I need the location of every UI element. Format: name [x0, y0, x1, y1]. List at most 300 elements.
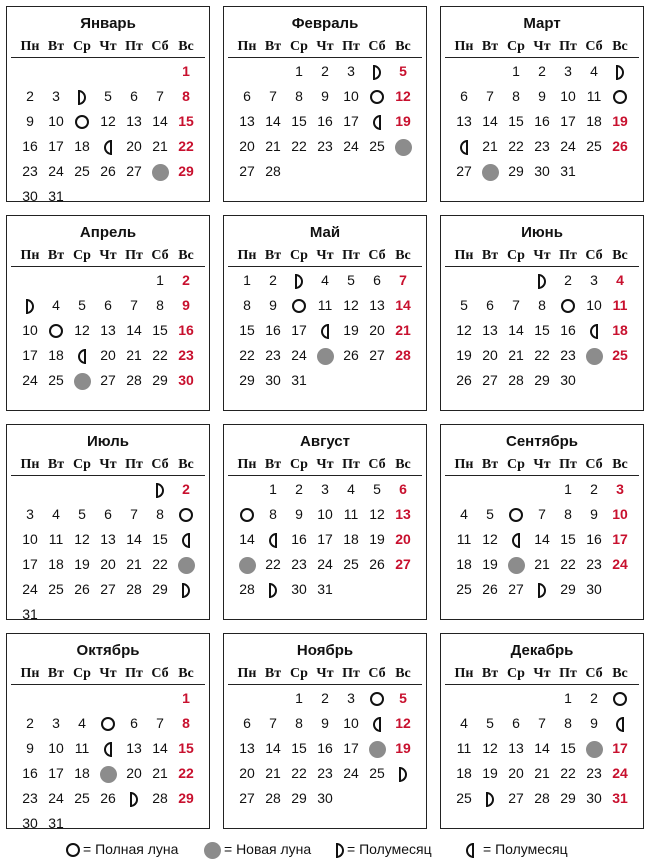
moon-phase-day [312, 343, 338, 367]
first-quarter-moon-icon [486, 792, 494, 807]
day-date: 9 [26, 740, 34, 756]
day-date: 30 [22, 188, 38, 204]
weekday-label: Вт [47, 248, 65, 263]
day-date: 1 [295, 690, 303, 706]
weekday-label: Чт [99, 248, 117, 263]
weekday-label: Вс [612, 666, 628, 681]
day-date: 1 [512, 63, 520, 79]
sunday-date: 8 [182, 88, 190, 104]
sunday-date: 7 [399, 272, 407, 288]
day-date: 26 [482, 581, 498, 597]
last-quarter-moon-icon [460, 140, 468, 155]
full-moon-icon [561, 299, 575, 313]
weekday-label: Вт [47, 666, 65, 681]
day-date: 28 [152, 790, 168, 806]
day-date: 7 [538, 506, 546, 522]
moon-phase-day [477, 786, 503, 810]
day-date: 31 [317, 581, 333, 597]
day-date: 14 [534, 531, 550, 547]
sunday-date: 21 [395, 322, 411, 338]
day-date: 3 [52, 88, 60, 104]
weekday-header [228, 37, 422, 58]
day-date: 9 [26, 113, 34, 129]
last-quarter-moon-icon [373, 717, 381, 732]
weekday-header [11, 246, 205, 267]
day-date: 16 [317, 740, 333, 756]
day-date: 5 [78, 506, 86, 522]
day-date: 18 [343, 531, 359, 547]
day-date: 3 [564, 63, 572, 79]
weekday-label: Ср [290, 666, 308, 681]
sunday-date: 15 [178, 113, 194, 129]
day-date: 23 [22, 163, 38, 179]
day-date: 8 [564, 715, 572, 731]
day-date: 22 [534, 347, 550, 363]
new-moon-icon [317, 348, 334, 365]
day-date: 2 [590, 690, 598, 706]
day-date: 12 [100, 113, 116, 129]
day-date: 20 [100, 347, 116, 363]
day-date: 6 [460, 88, 468, 104]
day-date: 5 [486, 715, 494, 731]
new-moon-icon [100, 766, 117, 783]
day-date: 10 [317, 506, 333, 522]
day-date: 6 [486, 297, 494, 313]
new-moon-icon [395, 139, 412, 156]
day-date: 26 [343, 347, 359, 363]
moon-phase-day [260, 527, 286, 551]
day-date: 13 [482, 322, 498, 338]
day-date: 21 [152, 138, 168, 154]
day-date: 17 [48, 138, 64, 154]
moon-phase-day [69, 343, 95, 367]
day-date: 15 [560, 531, 576, 547]
day-date: 24 [343, 138, 359, 154]
full-moon-icon [509, 508, 523, 522]
day-date: 12 [74, 322, 90, 338]
full-moon-icon [179, 508, 193, 522]
day-date: 18 [48, 347, 64, 363]
day-date: 14 [126, 322, 142, 338]
weekday-label: Ср [290, 248, 308, 263]
day-date: 15 [534, 322, 550, 338]
day-date: 4 [590, 63, 598, 79]
day-date: 21 [534, 765, 550, 781]
full-moon-icon [613, 90, 627, 104]
day-date: 21 [126, 556, 142, 572]
day-date: 14 [152, 740, 168, 756]
sunday-date: 3 [616, 481, 624, 497]
day-date: 23 [291, 556, 307, 572]
month-title: Сентябрь [506, 433, 578, 450]
weekday-label: Чт [99, 666, 117, 681]
day-date: 9 [590, 715, 598, 731]
weekday-header [11, 664, 205, 685]
day-date: 20 [239, 138, 255, 154]
day-date: 10 [586, 297, 602, 313]
sunday-date: 17 [612, 531, 628, 547]
sunday-date: 30 [178, 372, 194, 388]
day-date: 2 [26, 88, 34, 104]
day-date: 15 [152, 322, 168, 338]
new-moon-icon [204, 842, 221, 859]
day-date: 16 [560, 322, 576, 338]
day-date: 3 [590, 272, 598, 288]
day-date: 15 [508, 113, 524, 129]
weekday-label: Чт [99, 39, 117, 54]
day-date: 13 [239, 740, 255, 756]
day-date: 16 [586, 531, 602, 547]
sunday-date: 24 [612, 765, 628, 781]
sunday-date: 22 [178, 138, 194, 154]
weekday-label: Пн [237, 457, 257, 472]
weekday-label: Сб [151, 39, 169, 54]
month-6 [440, 215, 644, 411]
full-moon-icon [75, 115, 89, 129]
day-date: 2 [295, 481, 303, 497]
full-moon-icon [66, 843, 80, 857]
moon-phase-day [364, 84, 390, 108]
sunday-date: 26 [612, 138, 628, 154]
last-quarter-moon-icon [373, 115, 381, 130]
moon-phase-day [69, 368, 95, 392]
weekday-label: Вт [481, 248, 499, 263]
weekday-label: Ср [73, 248, 91, 263]
day-date: 22 [291, 138, 307, 154]
day-date: 19 [456, 347, 472, 363]
moon-phase-day [607, 686, 633, 710]
moon-phase-day [95, 736, 121, 760]
weekday-label: Пт [342, 39, 360, 54]
new-moon-icon [178, 557, 195, 574]
day-date: 9 [321, 88, 329, 104]
day-date: 8 [156, 297, 164, 313]
day-date: 18 [456, 556, 472, 572]
day-date: 20 [126, 138, 142, 154]
day-date: 10 [22, 322, 38, 338]
day-date: 14 [239, 531, 255, 547]
day-date: 21 [265, 765, 281, 781]
moon-phase-day [503, 552, 529, 576]
moon-phase-day [69, 109, 95, 133]
day-date: 20 [369, 322, 385, 338]
moon-phase-day [234, 552, 260, 576]
day-date: 23 [22, 790, 38, 806]
day-date: 19 [482, 556, 498, 572]
weekday-label: Вт [481, 666, 499, 681]
month-1 [6, 6, 210, 202]
day-date: 22 [265, 556, 281, 572]
month-title: Декабрь [510, 642, 574, 659]
last-quarter-moon-icon [182, 533, 190, 548]
month-3 [440, 6, 644, 202]
day-date: 7 [269, 88, 277, 104]
day-date: 25 [48, 372, 64, 388]
day-date: 1 [564, 690, 572, 706]
weekday-label: Чт [316, 248, 334, 263]
sunday-date: 12 [395, 715, 411, 731]
day-date: 24 [48, 163, 64, 179]
day-date: 29 [239, 372, 255, 388]
sunday-date: 31 [612, 790, 628, 806]
day-date: 26 [74, 581, 90, 597]
day-date: 26 [456, 372, 472, 388]
moon-phase-day [529, 268, 555, 292]
day-date: 14 [508, 322, 524, 338]
day-date: 2 [590, 481, 598, 497]
last-quarter-moon-icon [590, 324, 598, 339]
legend-last-quarter [466, 838, 568, 860]
full-moon-icon [370, 90, 384, 104]
day-date: 16 [22, 138, 38, 154]
day-date: 14 [534, 740, 550, 756]
legend-full-label: = Полная луна [83, 841, 179, 857]
day-date: 4 [460, 715, 468, 731]
day-date: 27 [508, 790, 524, 806]
day-date: 25 [369, 765, 385, 781]
day-date: 18 [586, 113, 602, 129]
full-moon-icon [101, 717, 115, 731]
day-date: 17 [291, 322, 307, 338]
day-date: 6 [104, 506, 112, 522]
weekday-label: Ср [507, 457, 525, 472]
day-date: 21 [126, 347, 142, 363]
day-date: 29 [291, 790, 307, 806]
month-8 [223, 424, 427, 620]
month-7 [6, 424, 210, 620]
day-date: 1 [295, 63, 303, 79]
day-date: 1 [156, 272, 164, 288]
day-date: 30 [291, 581, 307, 597]
first-quarter-moon-icon [295, 274, 303, 289]
day-date: 21 [534, 556, 550, 572]
weekday-label: Пн [454, 39, 474, 54]
last-quarter-moon-icon [269, 533, 277, 548]
day-date: 15 [152, 531, 168, 547]
day-date: 16 [22, 765, 38, 781]
day-date: 28 [126, 581, 142, 597]
day-date: 22 [560, 765, 576, 781]
moon-phase-day [607, 84, 633, 108]
sunday-date: 25 [612, 347, 628, 363]
weekday-label: Вс [395, 248, 411, 263]
sunday-date: 28 [395, 347, 411, 363]
day-date: 12 [343, 297, 359, 313]
full-moon-icon [292, 299, 306, 313]
day-date: 23 [586, 765, 602, 781]
day-date: 5 [347, 272, 355, 288]
day-date: 11 [317, 297, 333, 313]
first-quarter-moon-icon [182, 583, 190, 598]
day-date: 30 [265, 372, 281, 388]
day-date: 25 [456, 581, 472, 597]
weekday-label: Пн [454, 457, 474, 472]
moon-phase-day [503, 527, 529, 551]
moon-phase-day [121, 786, 147, 810]
sunday-date: 1 [182, 63, 190, 79]
weekday-label: Чт [316, 666, 334, 681]
day-date: 3 [347, 63, 355, 79]
moon-phase-day [364, 59, 390, 83]
weekday-label: Пт [559, 457, 577, 472]
day-date: 7 [269, 715, 277, 731]
sunday-date: 17 [612, 740, 628, 756]
legend-new-label: = Новая луна [224, 841, 312, 857]
day-date: 14 [152, 113, 168, 129]
sunday-date: 27 [395, 556, 411, 572]
moon-phase-day [173, 502, 199, 526]
month-title: Октябрь [76, 642, 140, 659]
moon-phase-day [69, 84, 95, 108]
day-date: 16 [291, 531, 307, 547]
moon-phase-day [95, 711, 121, 735]
day-date: 5 [104, 88, 112, 104]
moon-phase-day [451, 134, 477, 158]
day-date: 8 [295, 88, 303, 104]
weekday-label: Чт [533, 248, 551, 263]
day-date: 23 [560, 347, 576, 363]
month-11 [223, 633, 427, 829]
sunday-date: 9 [182, 297, 190, 313]
day-date: 10 [343, 715, 359, 731]
day-date: 30 [534, 163, 550, 179]
day-date: 15 [291, 113, 307, 129]
first-quarter-moon-icon [78, 90, 86, 105]
day-date: 29 [560, 790, 576, 806]
day-date: 24 [291, 347, 307, 363]
weekday-label: Пн [237, 666, 257, 681]
moon-phase-day [581, 343, 607, 367]
day-date: 19 [74, 556, 90, 572]
day-date: 27 [100, 372, 116, 388]
weekday-label: Пт [125, 457, 143, 472]
day-date: 17 [560, 113, 576, 129]
day-date: 16 [317, 113, 333, 129]
day-date: 9 [295, 506, 303, 522]
month-title: Апрель [79, 224, 137, 241]
day-date: 3 [321, 481, 329, 497]
weekday-label: Сб [368, 457, 386, 472]
day-date: 20 [239, 765, 255, 781]
day-date: 8 [564, 506, 572, 522]
full-moon-icon [370, 692, 384, 706]
sunday-date: 13 [395, 506, 411, 522]
day-date: 3 [26, 506, 34, 522]
weekday-label: Вс [395, 39, 411, 54]
day-date: 6 [373, 272, 381, 288]
day-date: 21 [508, 347, 524, 363]
legend-first-quarter [336, 838, 432, 860]
moon-phase-day [286, 293, 312, 317]
day-date: 7 [512, 297, 520, 313]
day-date: 2 [564, 272, 572, 288]
month-9 [440, 424, 644, 620]
first-quarter-moon-icon [269, 583, 277, 598]
weekday-header [445, 455, 639, 476]
day-date: 18 [74, 138, 90, 154]
moon-phase-day [260, 577, 286, 601]
day-date: 26 [369, 556, 385, 572]
day-date: 25 [48, 581, 64, 597]
weekday-label: Вт [264, 666, 282, 681]
day-date: 15 [560, 740, 576, 756]
day-date: 7 [156, 715, 164, 731]
day-date: 4 [78, 715, 86, 731]
weekday-label: Сб [585, 39, 603, 54]
day-date: 14 [126, 531, 142, 547]
sunday-date: 2 [182, 481, 190, 497]
weekday-label: Сб [368, 39, 386, 54]
new-moon-icon [508, 557, 525, 574]
day-date: 14 [265, 113, 281, 129]
weekday-label: Вт [47, 39, 65, 54]
last-quarter-moon-icon [512, 533, 520, 548]
day-date: 17 [317, 531, 333, 547]
weekday-label: Вс [612, 457, 628, 472]
day-date: 2 [538, 63, 546, 79]
day-date: 10 [560, 88, 576, 104]
first-quarter-moon-icon [373, 65, 381, 80]
day-date: 28 [239, 581, 255, 597]
weekday-header [445, 37, 639, 58]
day-date: 21 [482, 138, 498, 154]
day-date: 13 [126, 113, 142, 129]
day-date: 27 [239, 790, 255, 806]
day-date: 6 [243, 715, 251, 731]
day-date: 17 [22, 556, 38, 572]
first-quarter-moon-icon [26, 299, 34, 314]
moon-phase-day [43, 318, 69, 342]
day-date: 5 [486, 506, 494, 522]
weekday-label: Пн [237, 248, 257, 263]
first-quarter-moon-icon [336, 843, 344, 858]
day-date: 25 [74, 790, 90, 806]
day-date: 15 [291, 740, 307, 756]
day-date: 27 [369, 347, 385, 363]
day-date: 8 [243, 297, 251, 313]
sunday-date: 5 [399, 63, 407, 79]
day-date: 30 [586, 581, 602, 597]
day-date: 5 [78, 297, 86, 313]
day-date: 11 [586, 88, 602, 104]
weekday-label: Чт [316, 39, 334, 54]
moon-phase-day [95, 134, 121, 158]
day-date: 1 [269, 481, 277, 497]
day-date: 25 [369, 138, 385, 154]
day-date: 28 [265, 790, 281, 806]
day-date: 8 [156, 506, 164, 522]
day-date: 29 [508, 163, 524, 179]
day-date: 26 [100, 790, 116, 806]
legend-last-label: = Полумесяц [483, 841, 568, 857]
last-quarter-moon-icon [321, 324, 329, 339]
moon-phase-day [607, 711, 633, 735]
weekday-header [445, 664, 639, 685]
day-date: 12 [482, 740, 498, 756]
day-date: 8 [269, 506, 277, 522]
day-date: 6 [130, 88, 138, 104]
weekday-label: Пт [559, 248, 577, 263]
sunday-date: 14 [395, 297, 411, 313]
moon-phase-day [364, 686, 390, 710]
sunday-date: 19 [395, 740, 411, 756]
weekday-label: Пт [342, 666, 360, 681]
moon-phase-day [607, 59, 633, 83]
first-quarter-moon-icon [156, 483, 164, 498]
day-date: 25 [74, 163, 90, 179]
weekday-label: Вт [481, 39, 499, 54]
day-date: 31 [48, 188, 64, 204]
